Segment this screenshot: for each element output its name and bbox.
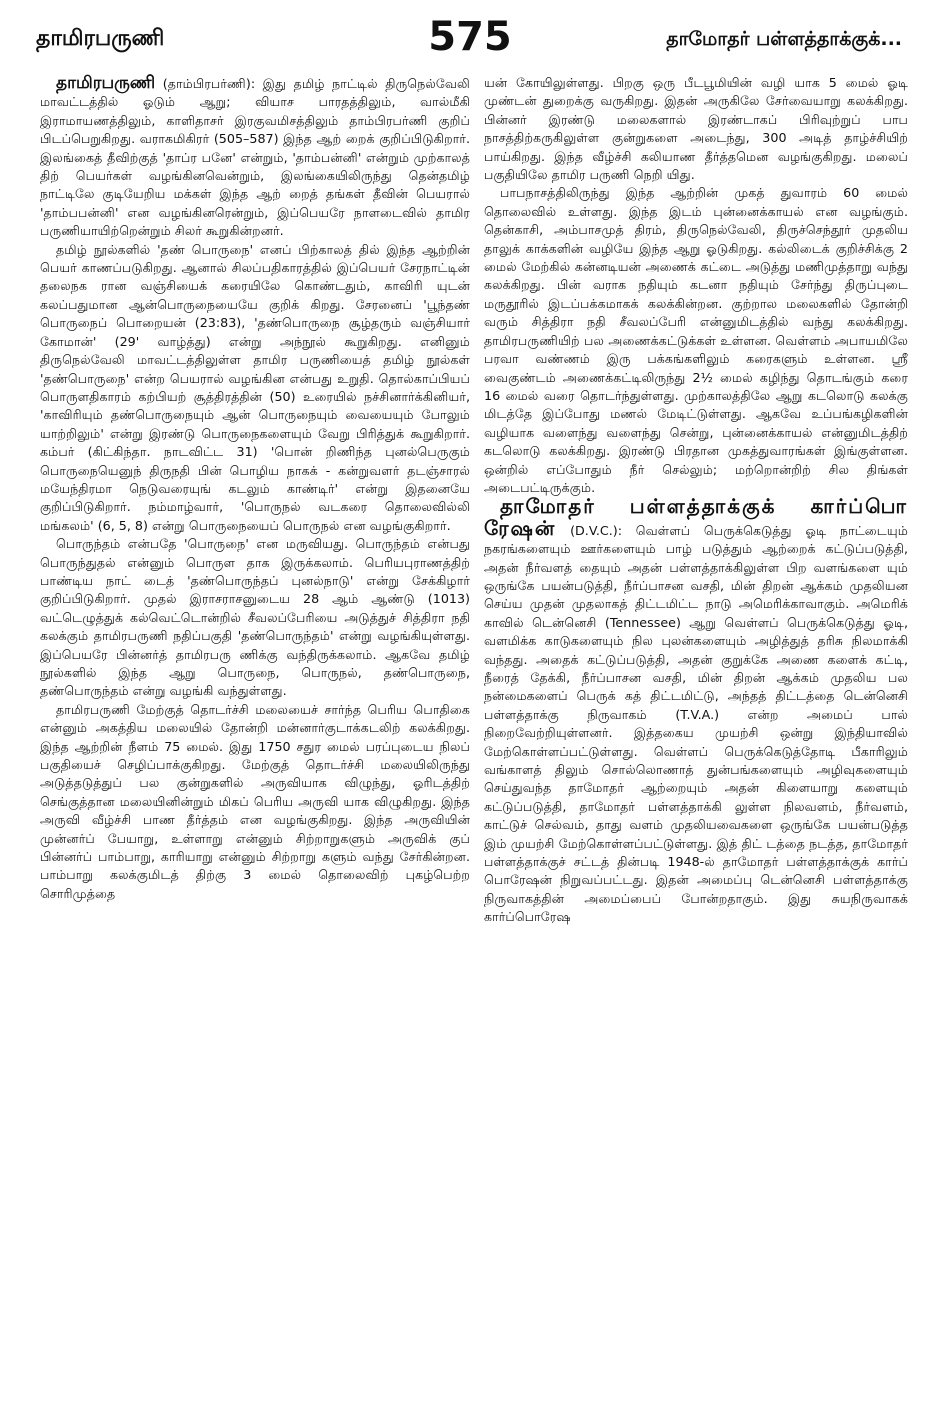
- paragraph-text: (D.V.C.): வெள்ளப் பெருக்கெடுத்து ஓடி நாட்டையும் நகரங்களையும் ஊர்களையும் பாழ் படுத்தும் ஆற்றைக் கட்டுப்படுத்தி, அதன் நீர்வளத் தையும் அதன் பள்ளத்தாக்கிலுள்ள பிற வளங்களை யும் ஒருங்கே பயன்படுத்தி, நீர்ப்பாசன வசதி, மின் திறன் ஆக்கம் முதலியன செய்ய முதன் முதலாகத் திட்டமிட்ட நாடு அமெரிக்காவாகும். அமெரிக் காவில் டென்னெசி (Tennessee) ஆறு வெள்ளப் பெருக்கெடுத்து ஓடி, வளமிக்க காடுகளையும் நில புலன்களையும் அழித்துத் தரிசு நிலமாக்கி வந்தது. அதைக் கட்டுப்படுத்தி, அதன் குறுக்கே அணை களைக் கட்டி, நீரைத் தேக்கி, நீர்ப்பாசன வசதி, மின் திறன் ஆக்கம் முதலிய பல நன்மைகளைப் பெருக் கத் திட்டமிட்டு, அந்தத் திட்டத்தை டென்னெசி பள்ளத்தாக்கு நிருவாகம் (T.V.A.) என்ற அமைப் பால் நிறைவேற்றியுள்ளனர். இத்தகைய முயற்சி ஒன்று இந்தியாவில் மேற்கொள்ளப்பட்டுள்ளது. வெள்ளப் பெருக்கெடுத்தோடி பீகாரிலும் வங்காளத் திலும் சொல்லொணாத் துன்பங்களையும் அழிவுகளையும் செய்துவந்த தாமோதர் ஆற்றையும் அதன் கிளையாறு களையும் கட்டுப்படுத்தி, தாமோதர் பள்ளத்தாக்கி லுள்ள நிலவளம், நீர்வளம், காட்டுச் செல்வம், தாது வளம் முதலியவைகளை ஒருங்கே பயன்படுத்த இம் முயற்சி மேற்கொள்ளப்பட்டுள்ளது. இத் திட் டத்தை நடத்த, தாமோதர் பள்ளத்தாக்குச் சட்டத் தின்படி 1948-ல் தாமோதர் பள்ளத்தாக்குக் கார்ப் பொரேஷன் நிறுவப்பட்டது. இதன் அமைப்பு டென்னெசி பள்ளத்தாக்கு நிருவாகத்தின் அமைப்பைப் போன்றதாகும். இது சுயநிருவாகக் கார்ப்பொரேஷ: [484, 522, 908, 925]
- paragraph-text: (தாம்பிரபர்ணி): இது தமிழ் நாட்டில் திருநெல்வேலி மாவட்டத்தில் ஓடும் ஆறு; வியாச பாரதத்திலும், வால்மீகி இராமாயணத்திலும், காளிதாசர் இரகுவமிசத்திலும் தாம்பிரபர்ணி குறிப் பிடப்பெறுகிறது. வராகமிகிரர் (505–587) இந்த ஆற் றைக் குறிப்பிடுகிறார். இலங்கைத் தீவிற்குத் 'தாப்ர பனே' என்றும், 'தாம்பன்னி' என்றும் முற்காலத் திற் பெயர்கள் வழங்கினவென்றும், இலங்கையிலிருந்து தென்தமிழ் நாட்டிலே குடியேறிய மக்கள் இந்த ஆற் றைத் தங்கள் தீவின் பெயரால் 'தாம்பபன்னி' என வழங்கினரென்றும், இப்பெயரே நாளடைவில் தாமிர பருணியாயிற்றென்றும் சிலர் கூறுகின்றனர்.: [40, 76, 470, 239]
- running-head-right: தாமோதர் பள்ளத்தாக்குக்...: [666, 28, 902, 50]
- paragraph: பொருந்தம் என்பதே 'பொருநை' என மருவியது. பொருந்தம் என்பது பொருந்துதல் என்னும் பொருள தாக இருக்கலாம். பெரியபுராணத்திற் பாண்டிய நாட் டைத் 'தண்பொருந்தப் புனல்நாடு' என்று சேக்கிழார் குறிப்பிடுகிறார். முதல் இராசராசனுடைய 28 ஆம் ஆண்டு (1013) வட்டெழுத்துக் கல்வெட்டொன்றில் சீவலப்பேரியை அடுத்துச் சித்திரா நதி கலக்கும் தாமிரபருணி நதிப்பகுதி 'தண்பொருந்தம்' என்று வழங்கியுள்ளது. இப்பெயரே பின்னர்த் தாமிரபரு ணிக்கு வந்திருக்கலாம். ஆகவே தமிழ் நூல்களில் இந்த ஆறு பொருநை, பொருநல், தண்பொருநை, தண்பொருந்தம் என்று வழங்கி வந்துள்ளது.: [40, 536, 470, 699]
- entry-paragraph: [484, 494, 908, 926]
- entry-paragraph: [40, 74, 470, 241]
- paragraph: தமிழ் நூல்களில் 'தண் பொருநை' எனப் பிற்காலத் தில் இந்த ஆற்றின் பெயர் காணப்படுகிறது. ஆனால் சிலப்பதிகாரத்தில் இப்பெயர் சேரநாட்டின் தலைநக ரான வஞ்சியைக் கரையிலே கொண்டதும், காவிரி யுடன் கலப்பதுமான ஆன்பொருநையையே குறிக் கிறது. சேரனைப் 'பூந்தண் பொருநைப் பொறையன் (23:83), 'தண்பொருநை சூழ்தரும் வஞ்சியார் கோமான்' (29' வாழ்த்து) என்று அந்நூல் கூறுகிறது. எனினும் திருநெல்வேலி மாவட்டத்திலுள்ள தாமிர பருணியைத் தமிழ் நூல்கள் 'தண்பொருநை' என்ற பெயரால் வழங்கின என்பது உறுதி. தொல்காப்பியப் பொருளதிகாரம் கற்பியற் சூத்திரத்தின் (50) உரையில் நச்சினார்க்கினியர், 'காவிரியும் தண்பொருநையும் ஆன் பொருநையும் வையையும் போலும் யாற்றிலும்' என்று இரண்டு பொருநைகளையும் வேறு பிரித்துக் கூறுகிறார். கம்பர் (கிட்கிந்தா. நாடவிட்ட 31) 'பொன் றிணிந்த புனல்பெருகும் பொருநையெனுந் திருநதி பின் பொழிய நாகக் - கன்றுவளர் தடஞ்சாரல் மயேந்திரமா நெடுவரையுங் கடலும் காண்டிர்' என்று இதனையே குறிப்பிடுகிறார். நம்மாழ்வார், 'பொருநல் வடகரை தொலைவில்லி மங்கலம்' (6, 5, 8) என்று பொருநையைப் பொருநல் என வழங்குகிறார்.: [40, 241, 470, 533]
- paragraph: தாமிரபருணி மேற்குத் தொடர்ச்சி மலையைச் சார்ந்த பெரிய பொதிகை என்னும் அகத்திய மலையில் தோன்றி மன்னார்குடாக்கடலிற் கலக்கிறது. இந்த ஆற்றின் நீளம் 75 மைல். இது 1750 சதுர மைல் பரப்புடைய நிலப் பகுதியைச் செழிப்பாக்குகிறது. மேற்குத் தொடர்ச்சி மலையிலிருந்து அடுத்தடுத்துப் பல குன்றுகளில் அருவியாக விழுந்து, ஓரிடத்திற் செங்குத்தான மலையினின்றும் மிகப் பெரிய அருவி யாக விழுகிறது. இந்த அருவி வீழ்ச்சி பாண தீர்த்தம் என வழங்குகிறது. இந்த அருவியின் முன்னர்ப் பேயாறு, உள்ளாறு என்னும் சிற்றாறுகளும் அருவிக் குப் பின்னர்ப் பாம்பாறு, காரியாறு என்னும் சிற்றாறு களும் வந்து சேர்கின்றன. பாம்பாறு கலக்குமிடத் திற்கு 3 மைல் தொலைவிற் புகழ்பெற்ற சொரிமுத்தை: [40, 701, 470, 901]
- paragraph: பாபநாசத்திலிருந்து இந்த ஆற்றின் முகத் துவாரம் 60 மைல் தொலைவில் உள்ளது. இந்த இடம் புன்னைக்காயல் என வழங்கும். தென்காசி, அம்பாசமுத் திரம், திருநெல்வேலி, திருச்செந்தூர் முதலிய தாலுக் காக்களின் வழியே இந்த ஆறு ஓடுகிறது. கல்லிடைக் குறிச்சிக்கு 2 மைல் மேற்கில் கன்னடியன் அணைக் கட்டை அடுத்து மணிமுத்தாறு வந்து கலக்கிறது. பின் வராக நதியும் கடனா நதியும் சேர்ந்து திருப்புடை மருதூரில் இடப்பக்கமாகக் கலக்கின்றன. குற்றால மலைகளில் தோன்றி வரும் சித்திரா நதி சீவலப்பேரி என்னுமிடத்தில் வந்து கலக்கிறது. தாமிரபருணியிற் பல அணைக்கட்டுக்கள் உள்ளன. வெள்ளம் அபாயமிலே பரவா வண்ணம் இரு பக்கங்களிலும் கரைகளும் உள்ளன. ஸ்ரீ வைகுண்டம் அணைக்கட்டிலிருந்து 2½ மைல் கழிந்து தொடங்கும் கரை 16 மைல் வரை தொடர்ந்துள்ளது. முற்காலத்திலே ஆறு கடலொடு கலக்கு மிடத்தே இப்போது மணல் மேடிட்டுள்ளது. ஆகவே உப்பங்கழிகளின் வழியாக வளைந்து வளைந்து சென்று, புன்னைக்காயல் என்னுமிடத்திற் கடலொடு கலக்கிறது. இரண்டு பிரதான முகத்துவாரங்கள் இங்குள்ளன. ஒன்றில் எப்போதும் நீர் செல்லும்; மற்றொன்றிற் சில திங்கள் அடைபட்டிருக்கும்.: [484, 185, 908, 495]
- entry-title: தாமிரபருணி: [56, 74, 156, 93]
- right-column: [484, 74, 908, 1404]
- entry-title: தாமோதர் பள்ளத்தாக்குக் கார்ப்பொ ரேஷன்: [484, 494, 908, 540]
- running-head-left: தாமிரபருணி: [36, 26, 165, 51]
- left-column: [40, 74, 470, 1404]
- page-number: 575: [428, 14, 512, 60]
- paragraph: யன் கோயிலுள்ளது. பிறகு ஒரு பீடபூமியின் வழி யாக 5 மைல் ஓடி முண்டன் துறைக்கு வருகிறது. இதன் அருகிலே சேர்வையாறு கலக்கிறது. பின்னர் இரண்டு மலைகளால் இரண்டாகப் பிரிவுற்றுப் பாப நாசத்திற்கருகிலுள்ள குன்றுகளை அடைந்து, 300 அடித் தாழ்ச்சியிற் பாய்கிறது. இந்த வீழ்ச்சி கலியாண தீர்த்தமென வழங்குகிறது. மலைப் பகுதியிலே தாமிர பருணி நெறி யிது.: [484, 75, 908, 183]
- page-header: [0, 0, 940, 70]
